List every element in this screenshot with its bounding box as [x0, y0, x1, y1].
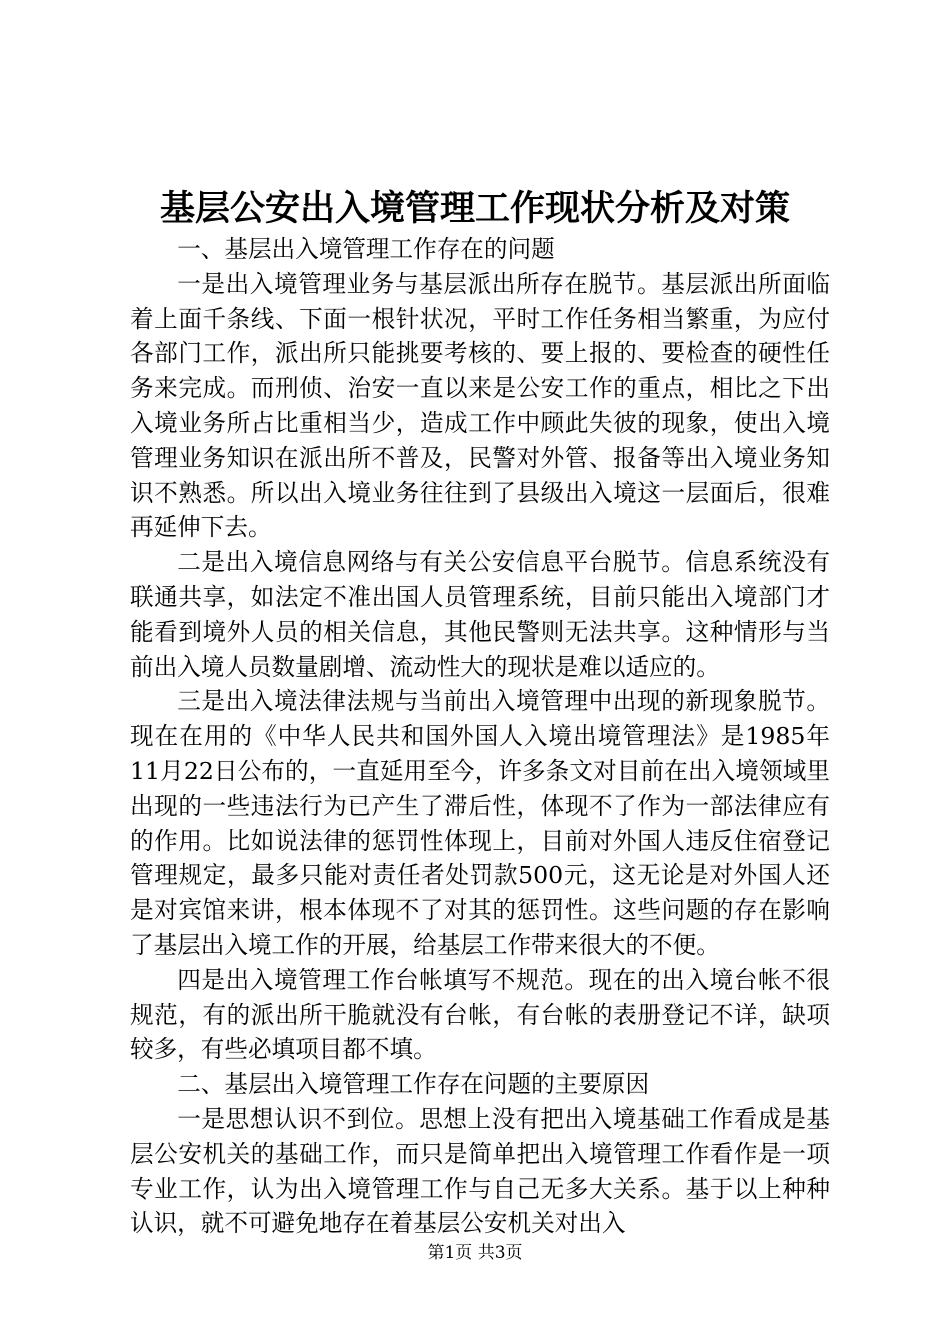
paragraph: 一是出入境管理业务与基层派出所存在脱节。基层派出所面临着上面千条线、下面一根针状况，平时工作任务相当繁重，为应付各部门工作，派出所只能挑要考核的、要上报的、要检查的硬性任务来完成。而刑侦、治安一直以来是公安工作的重点，相比之下出入境业务所占比重相当少，造成工作中顾此失彼的现象，使出入境管理业务知识在派出所不普及，民警对外管、报备等出入境业务知识不熟悉。所以出入境业务往往到了县级出入境这一层面后，很难再延伸下去。	[130, 269, 830, 542]
paragraph: 一是思想认识不到位。思想上没有把出入境基础工作看成是基层公安机关的基础工作，而只是简单把出入境管理工作看作是一项专业工作，认为出入境管理工作与自己无多大关系。基于以上种种认识，就不可避免地存在着基层公安机关对出入	[130, 1104, 830, 1238]
section-heading: 二、基层出入境管理工作存在问题的主要原因	[177, 1070, 650, 1099]
paragraph: 三是出入境法律法规与当前出入境管理中出现的新现象脱节。现在在用的《中华人民共和国外国人入境出境管理法》是1985年11月22日公布的，一直延用至今，许多条文对目前在出入境领域里出现的一些违法行为已产生了滞后性，体现不了作为一部法律应有的作用。比如说法律的惩罚性体现上，目前对外国人违反住宿登记管理规定，最多只能对责任者处罚款500元，这无论是对外国人还是对宾馆来讲，根本体现不了对其的惩罚性。这些问题的存在影响了基层出入境工作的开展，给基层工作带来很大的不便。	[130, 687, 830, 959]
page-footer: 第1页 共3页	[427, 1243, 523, 1263]
document-body	[130, 232, 830, 1241]
document-title: 基层公安出入境管理工作现状分析及对策	[159, 188, 790, 229]
paragraph: 四是出入境管理工作台帐填写不规范。现在的出入境台帐不很规范，有的派出所干脆就没有台帐，有台帐的表册登记不详，缺项较多，有些必填项目都不填。	[130, 965, 830, 1064]
section-heading: 一、基层出入境管理工作存在的问题	[177, 235, 555, 263]
paragraph: 二是出入境信息网络与有关公安信息平台脱节。信息系统没有联通共享，如法定不准出国人员管理系统，目前只能出入境部门才能看到境外人员的相关信息，其他民警则无法共享。这种情形与当前出入境人员数量剧增、流动性大的现状是难以适应的。	[130, 548, 830, 681]
